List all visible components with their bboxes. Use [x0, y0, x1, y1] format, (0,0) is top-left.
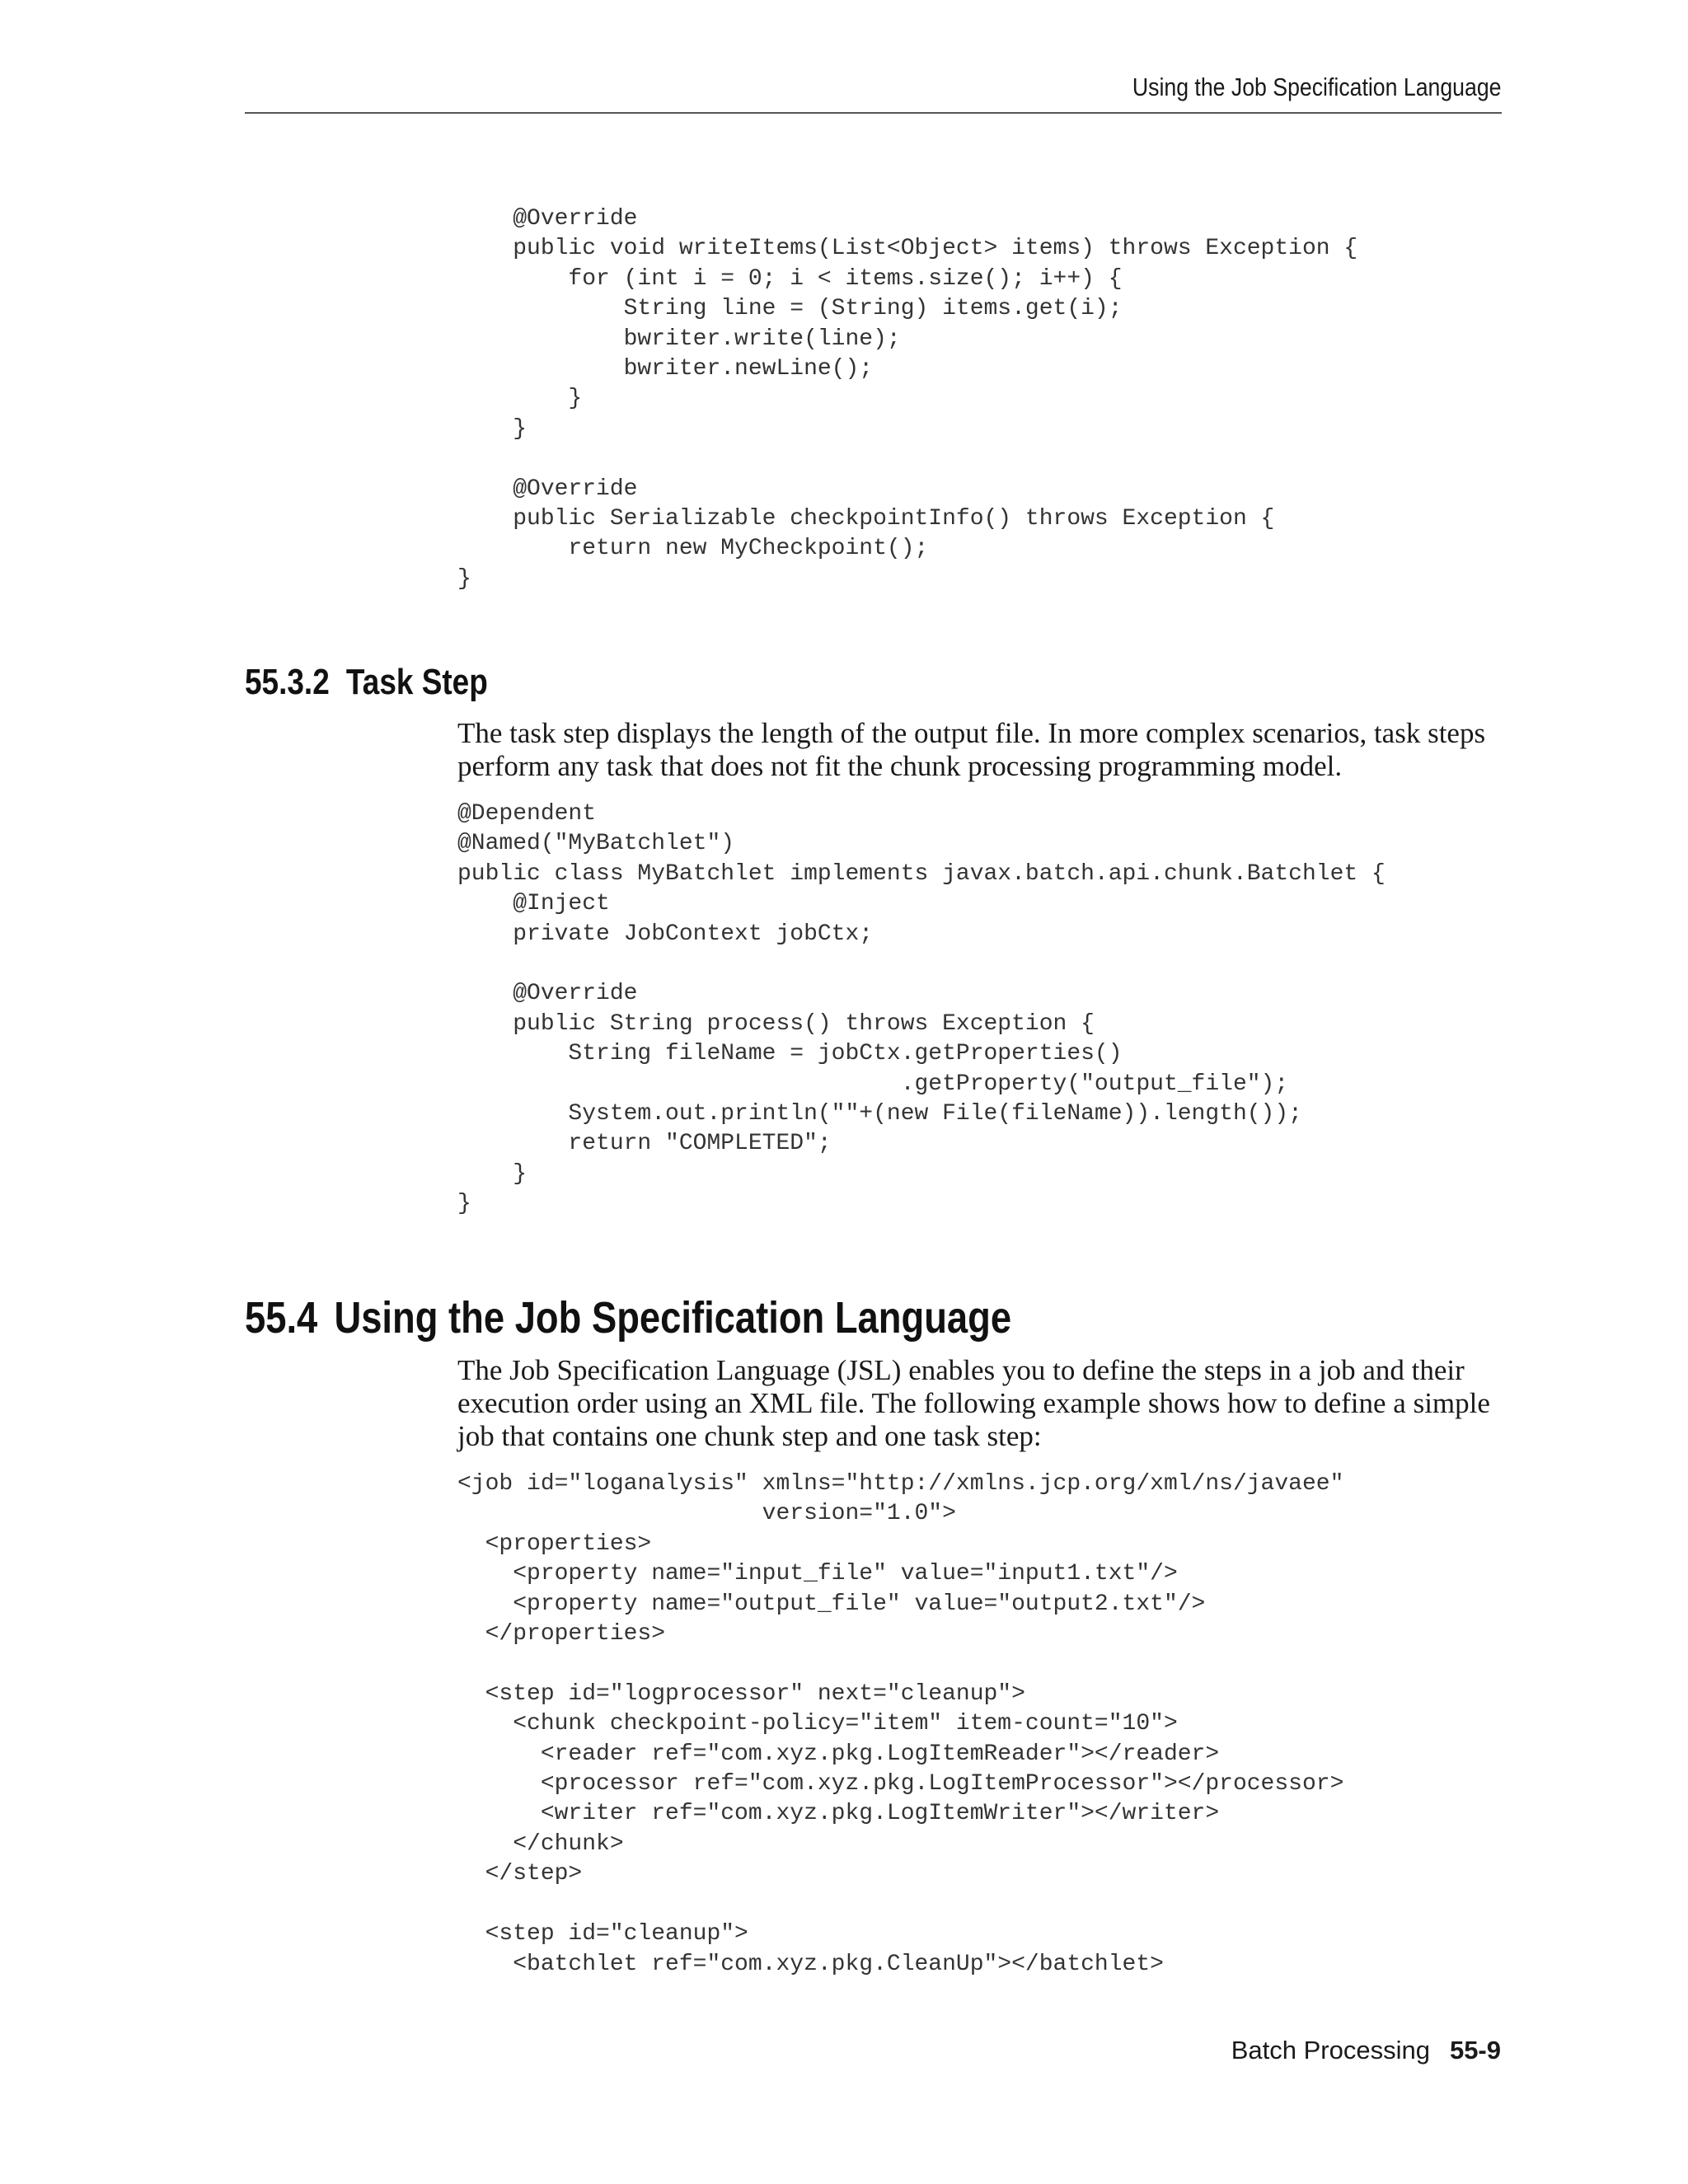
section-heading-task-step: [245, 662, 488, 703]
section-heading-jsl: [245, 1292, 1011, 1343]
section-number: 55.3.2: [245, 662, 330, 702]
footer-chapter-title: Batch Processing: [1231, 2036, 1430, 2064]
jsl-paragraph: The Job Specification Language (JSL) enables you to define the steps in a job and their execution order using an XML file. The following example shows how to define a simple job that contains one chunk step and one task step:: [457, 1354, 1490, 1452]
code-block-writer: @Override public void writeItems(List<Object> items) throws Exception { for (int i = 0; i < items.size(); i++) { String line = (String) items.get(i); bwriter.write(line); bwriter.newLine(); } } @Override public Serializable checkpointInfo() throws Exception { return new MyCheckpoint(); }: [457, 206, 1358, 592]
section-number: 55.4: [245, 1293, 318, 1343]
page-number: 55-9: [1449, 2036, 1501, 2064]
code-block-job-xml: <job id="loganalysis" xmlns="http://xmlns.jcp.org/xml/ns/javaee" version="1.0"> <properties> <property name="input_file" value="input1.txt"/> <property name="output_file" value="output2.txt"/> </properties> <step id="logprocessor" next="cleanup"> <chunk checkpoint-policy="item" item-count="10"> <reader ref="com.xyz.pkg.LogItemReader"></reader> <processor ref="com.xyz.pkg.LogItemProcessor"></processor> <writer ref="com.xyz.pkg.LogItemWriter"></writer> </chunk> </step> <step id="cleanup"> <batchlet ref="com.xyz.pkg.CleanUp"></batchlet>: [457, 1471, 1344, 1977]
code-block-batchlet: @Dependent @Named("MyBatchlet") public class MyBatchlet implements javax.batch.api.chunk.Batchlet { @Inject private JobContext jobCtx; @Override public String process() throws Exception { String fileName = jobCtx.getProperties() .getProperty("output_file"); System.out.println(""+(new File(fileName)).length()); return "COMPLETED"; } }: [457, 801, 1386, 1217]
running-header-title: Using the Job Specification Language: [1132, 73, 1501, 101]
task-step-paragraph: The task step displays the length of the output file. In more complex scenarios, task steps perform any task that does not fit the chunk processing programming model.: [457, 717, 1486, 782]
page-footer: [1231, 2036, 1501, 2065]
header-divider: [245, 112, 1502, 114]
section-title: Task Step: [345, 662, 488, 702]
section-title: Using the Job Specification Language: [334, 1293, 1012, 1343]
